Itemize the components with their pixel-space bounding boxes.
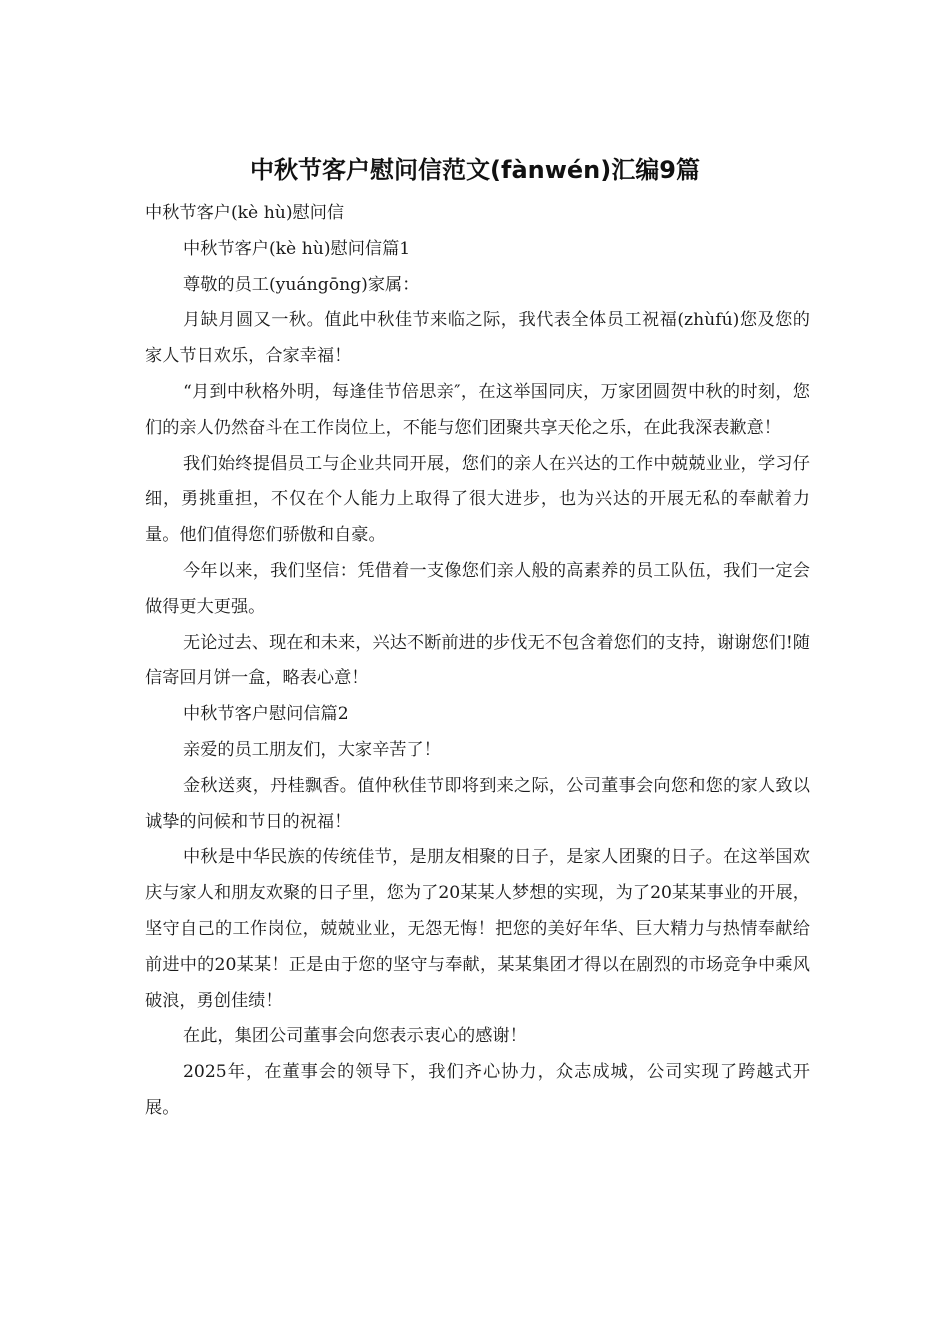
paragraph: 无论过去、现在和未来，兴达不断前进的步伐无不包含着您们的支持，谢谢您们!随信寄回月饼一盒，略表心意！ [145, 632, 810, 689]
paragraph: 尊敬的员工(yuángōng)家属： [183, 274, 420, 295]
paragraph: 在此，集团公司董事会向您表示衷心的感谢！ [183, 1026, 527, 1047]
document-title: 中秋节客户慰问信范文(fànwén)汇编9篇 [250, 156, 700, 184]
paragraph: 中秋节客户慰问信篇2 [183, 704, 349, 725]
paragraph: 中秋是中华民族的传统佳节，是朋友相聚的日子，是家人团聚的日子。在这举国欢庆与家人和朋友欢聚的日子里，您为了20某某人梦想的实现，为了20某某事业的开展，坚守自己的工作岗位，兢兢业业，无怨无悔！把您的美好年华、巨大精力与热情奉献给前进中的20某某！正是由于您的坚守与奉献，某某集团才得以在剧烈的市场竞争中乘风破浪，勇创佳绩！ [145, 847, 810, 1011]
paragraph: 2025年，在董事会的领导下，我们齐心协力，众志成城，公司实现了跨越式开展。 [145, 1062, 810, 1118]
paragraph: “月到中秋格外明，每逢佳节倍思亲″，在这举国同庆，万家团圆贺中秋的时刻，您们的亲人仍然奋斗在工作岗位上，不能与您们团聚共享天伦之乐，在此我深表歉意！ [145, 381, 810, 438]
paragraph: 亲爱的员工朋友们，大家辛苦了！ [183, 739, 441, 760]
paragraph: 中秋节客户(kè hù)慰问信篇1 [183, 238, 411, 259]
paragraph: 我们始终提倡员工与企业共同开展，您们的亲人在兴达的工作中兢兢业业，学习仔细，勇挑重担，不仅在个人能力上取得了很大进步，也为兴达的开展无私的奉献着力量。他们值得您们骄傲和自豪。 [145, 453, 810, 546]
paragraph: 中秋节客户(kè hù)慰问信 [145, 203, 345, 223]
paragraph: 今年以来，我们坚信：凭借着一支像您们亲人般的高素养的员工队伍，我们一定会做得更大更强。 [145, 560, 810, 617]
paragraph: 金秋送爽，丹桂飘香。值仲秋佳节即将到来之际，公司董事会向您和您的家人致以诚挚的问候和节日的祝福！ [145, 775, 810, 832]
document-body [145, 196, 810, 1127]
paragraph: 月缺月圆又一秋。值此中秋佳节来临之际，我代表全体员工祝福(zhùfú)您及您的家人节日欢乐，合家幸福！ [145, 310, 810, 367]
